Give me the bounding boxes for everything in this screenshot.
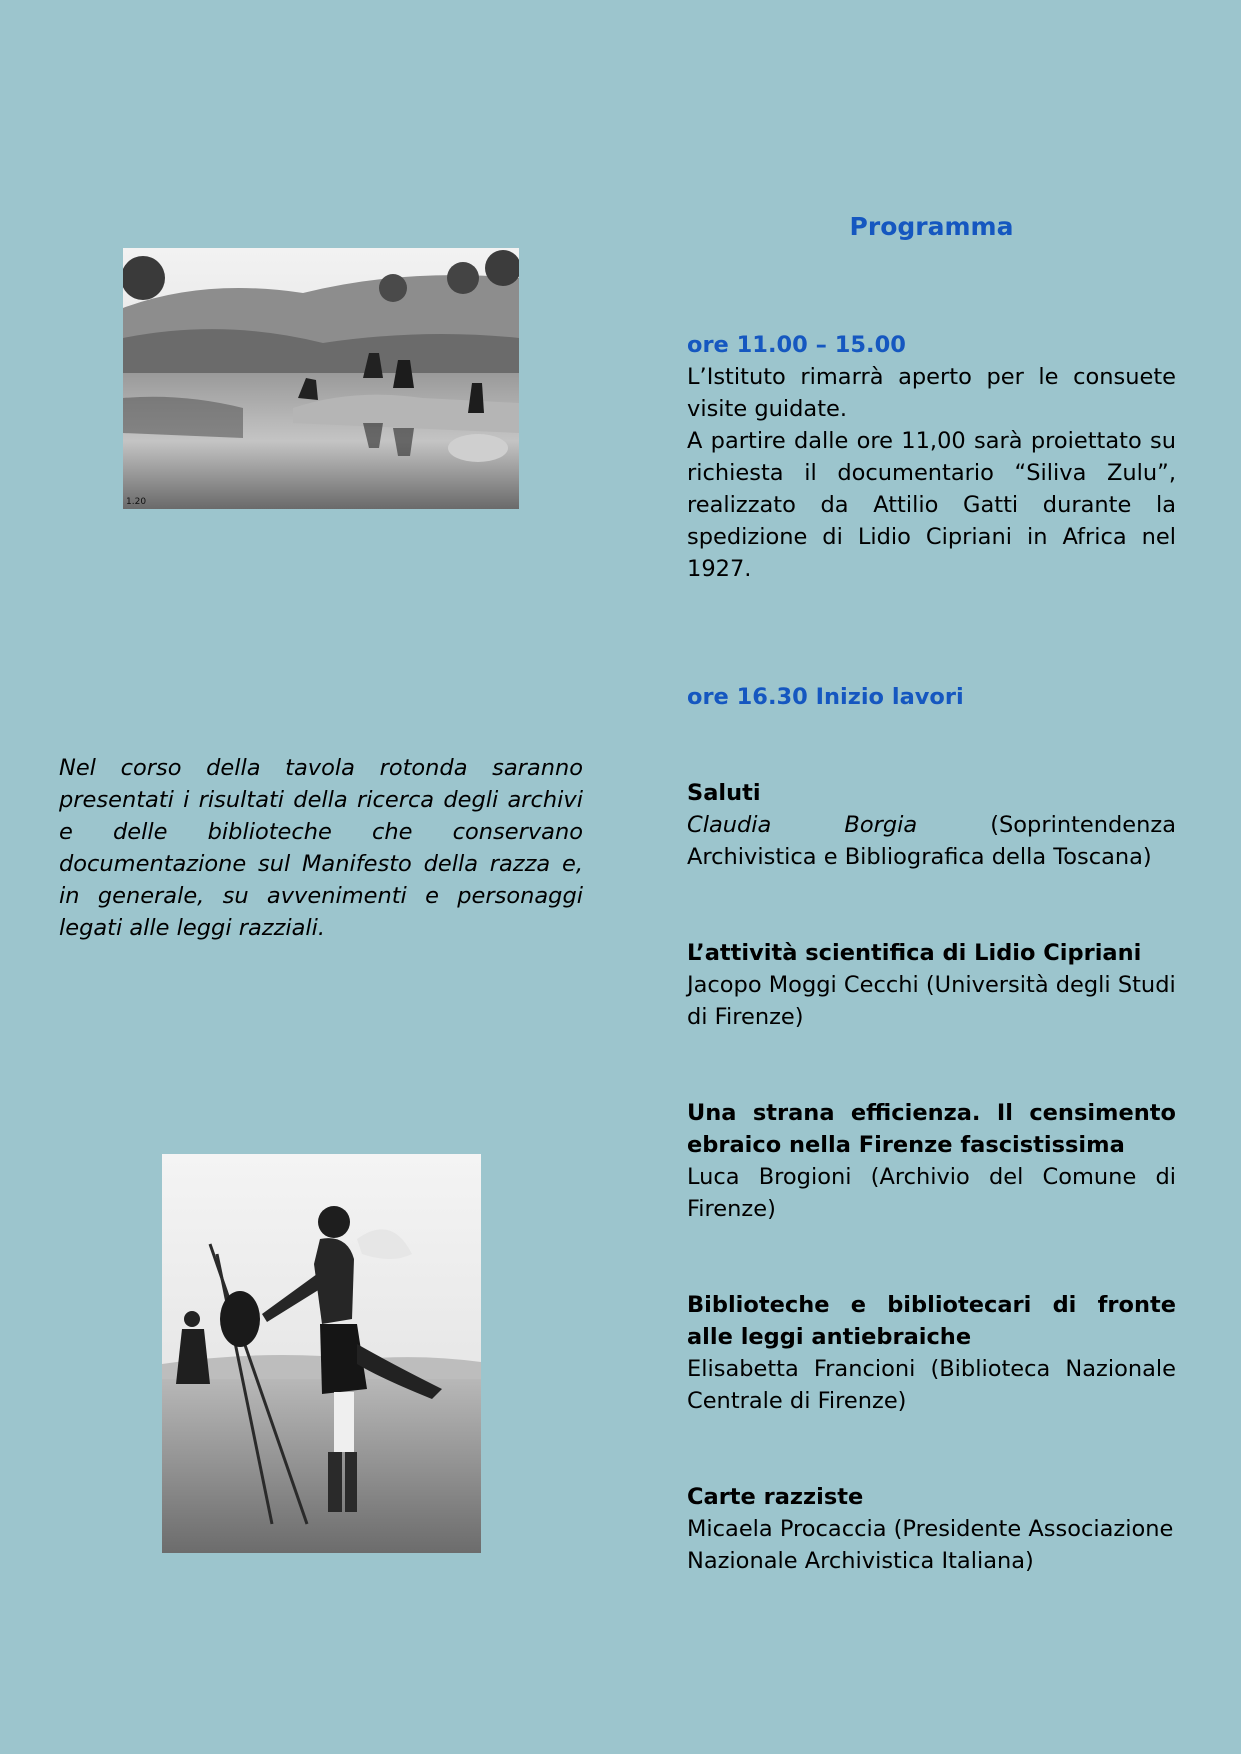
talk-title: Saluti (687, 780, 761, 806)
intro-paragraph: Nel corso della tavola rotonda saranno presentati i risultati della ricerca degli archivi e delle biblioteche che conservano documentazione sul Manifesto della razza e, in generale, su avvenimenti e personaggi legati alle leggi razziali. (59, 755, 583, 941)
talk-title: Biblioteche e bibliotecari di fronte alle leggi antiebraiche (687, 1292, 1176, 1350)
morning-paragraph-1: L’Istituto rimarrà aperto per le consuete visite guidate. (687, 364, 1176, 422)
talk-item (687, 777, 1176, 873)
landscape-photo (123, 248, 519, 509)
talk-item (687, 1481, 1176, 1577)
talk-item (687, 1289, 1176, 1417)
talk-item (687, 1097, 1176, 1225)
program-title: Programma (849, 212, 1014, 241)
talk-title: Una strana efficienza. Il censimento ebraico nella Firenze fascistissima (687, 1100, 1176, 1158)
program-column (687, 205, 1176, 1577)
talk-speaker (687, 809, 1176, 873)
photo-mark: 1.20 (126, 497, 147, 507)
warrior-photo (162, 1154, 481, 1553)
talk-speaker: Jacopo Moggi Cecchi (Università degli Studi di Firenze) (687, 972, 1176, 1030)
speaker-affiliation: (Soprintendenza Archivistica e Bibliografica della Toscana) (687, 812, 1176, 870)
morning-paragraph-2: A partire dalle ore 11,00 sarà proiettato su richiesta il documentario “Siliva Zulu”, realizzato da Attilio Gatti durante la spedizione di Lidio Cipriani in Africa nel 1927. (687, 428, 1176, 582)
talk-speaker: Luca Brogioni (Archivio del Comune di Firenze) (687, 1164, 1176, 1222)
talk-title: L’attività scientifica di Lidio Cipriani (687, 940, 1142, 966)
talk-title: Carte razziste (687, 1484, 864, 1510)
talk-item (687, 937, 1176, 1033)
talk-speaker: Elisabetta Francioni (Biblioteca Nazionale Centrale di Firenze) (687, 1356, 1176, 1414)
morning-time-heading: ore 11.00 – 15.00 (687, 332, 906, 358)
speaker-name: Claudia Borgia (687, 812, 918, 838)
afternoon-time-heading: ore 16.30 Inizio lavori (687, 684, 964, 710)
talk-speaker: Micaela Procaccia (Presidente Associazione Nazionale Archivistica Italiana) (687, 1516, 1174, 1574)
